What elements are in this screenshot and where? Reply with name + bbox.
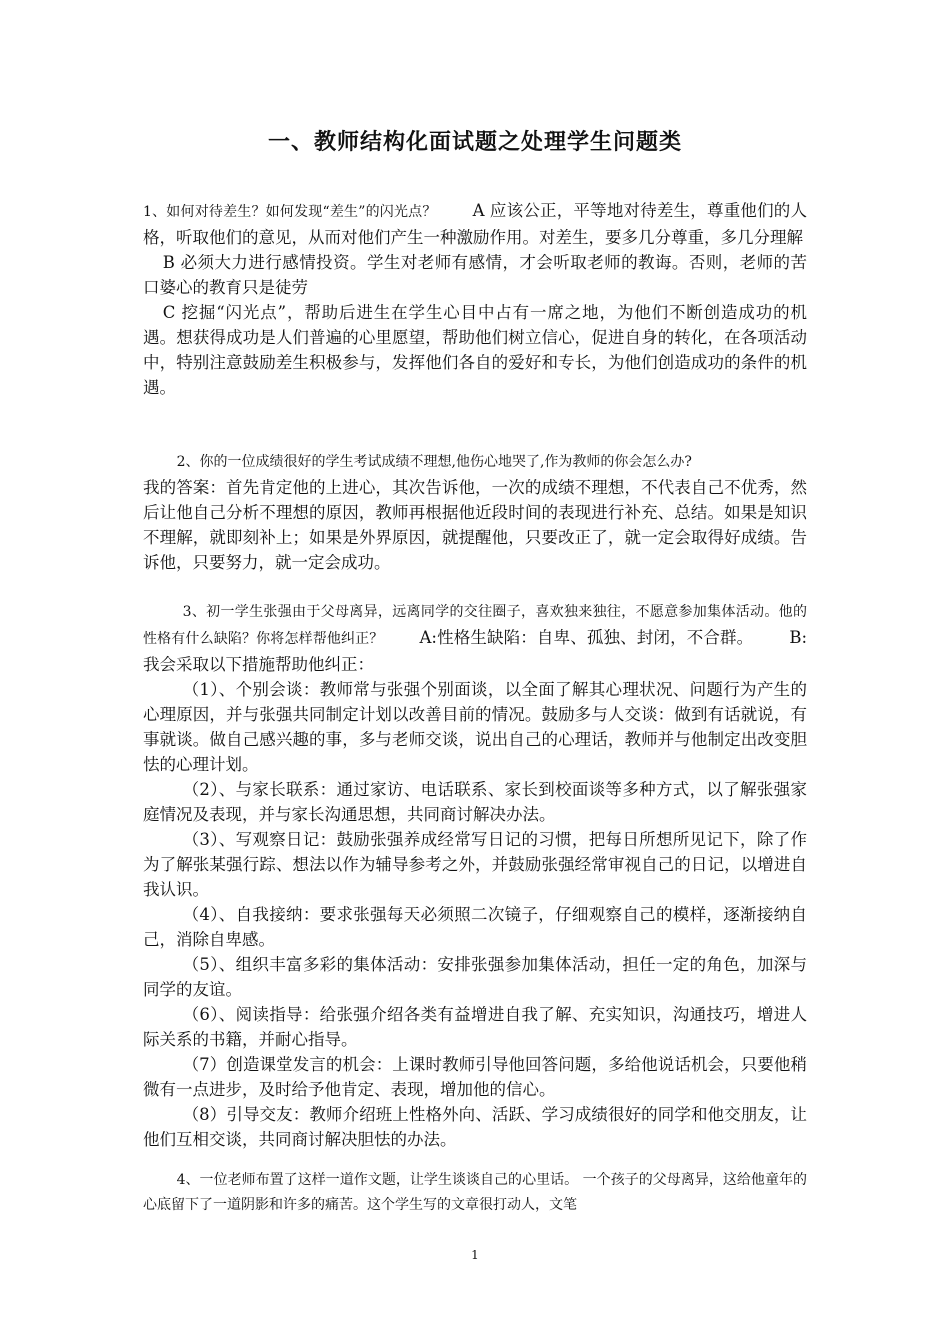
question-1-paragraph (143, 198, 807, 250)
page-title: 一、教师结构化面试题之处理学生问题类 (267, 130, 682, 155)
question-1-section (143, 198, 807, 400)
measure-item-7: （7）创造课堂发言的机会：上课时教师引导他回答问题，多给他说话机会，只要他稍微有一点进步，及时给予他肯定、表现，增加他的信心。 (143, 1055, 807, 1099)
question-3-section (143, 598, 807, 1152)
question-1-answer-b: B 必须大力进行感情投资。学生对老师有感情，才会听取老师的教诲。否则，老师的苦口婆心的教育只是徒劳 (143, 253, 807, 297)
page-number: 1 (471, 1248, 479, 1262)
question-4-text: 4、一位老师布置了这样一道作文题，让学生谈谈自己的心里话。 一个孩子的父母离异，这给他童年的心底留下了一道阴影和许多的痛苦。这个学生写的文章很打动人，文笔 (143, 1172, 807, 1213)
measure-item-4: （4）、自我接纳：要求张强每天必须照二次镜子，仔细观察自己的模样，逐渐接纳自己，消除自卑感。 (143, 905, 807, 949)
question-3-answer-b: B:我会采取以下措施帮助他纠正： (143, 628, 807, 674)
measure-item-3: （3）、写观察日记：鼓励张强养成经常写日记的习惯，把每日所想所见记下，除了作为了解张某强行踪、想法以作为辅导参考之外，并鼓励张强经常审视自己的日记，以增进自我认识。 (143, 830, 807, 899)
question-1-answer-a: A 应该公正，平等地对待差生，尊重他们的人格，听取他们的意见，从而对他们产生一种激励作用。对差生，要多几分尊重，多几分理解 (143, 201, 807, 247)
measure-item-8: （8）引导交友：教师介绍班上性格外向、活跃、学习成绩很好的同学和他交朋友，让他们互相交谈，共同商讨解决胆怯的办法。 (143, 1105, 807, 1149)
question-3-answer-a: A:性格生缺陷：自卑、孤独、封闭，不合群。 (419, 628, 754, 647)
question-3-text: 3、初一学生张强由于父母离异，远离同学的交往圈子，喜欢独来独往，不愿意参加集体活动。他的性格有什么缺陷？你将怎样帮他纠正？ (143, 604, 807, 647)
measure-item-1: （1）、个别会谈：教师常与张强个别面谈，以全面了解其心理状况、问题行为产生的心理原因，并与张强共同制定计划以改善目前的情况。鼓励多与人交谈：做到有话就说，有事就谈。做自己感兴趣的事，多与老师交谈，说出自己的心理话，教师并与他制定出改变胆怯的心理计划。 (143, 680, 807, 774)
measure-item-5: （5）、组织丰富多彩的集体活动：安排张强参加集体活动，担任一定的角色，加深与同学的友谊。 (143, 955, 807, 999)
measure-item-2: （2）、与家长联系：通过家访、电话联系、家长到校面谈等多种方式，以了解张强家庭情况及表现，并与家长沟通思想，共同商讨解决办法。 (143, 780, 807, 824)
question-1-text: 1、如何对待差生？如何发现“差生”的闪光点？ (143, 204, 437, 220)
question-4-section (143, 1168, 807, 1218)
question-2-answer: 我的答案：首先肯定他的上进心，其次告诉他，一次的成绩不理想，不代表自己不优秀，然后让他自己分析不理想的原因，教师再根据他近段时间的表现进行补充、总结。如果是知识不理解，就即刻补上；如果是外界原因，就提醒他，只要改正了，就一定会取得好成绩。告诉他，只要努力，就一定会成功。 (143, 478, 807, 572)
question-1-answer-c: C 挖掘“闪光点”，帮助后进生在学生心目中占有一席之地，为他们不断创造成功的机遇。想获得成功是人们普遍的心里愿望，帮助他们树立信心，促进自身的转化，在各项活动中，特别注意鼓励差生积极参与，发挥他们各自的爱好和专长，为他们创造成功的条件的机遇。 (143, 303, 807, 397)
question-3-paragraph (143, 598, 807, 677)
measure-item-6: （6）、阅读指导：给张强介绍各类有益增进自我了解、充实知识，沟通技巧，增进人际关系的书籍，并耐心指导。 (143, 1005, 807, 1049)
question-2-section (143, 450, 807, 575)
question-2-text: 2、你的一位成绩很好的学生考试成绩不理想,他伤心地哭了,作为教师的你会怎么办? (176, 454, 692, 470)
